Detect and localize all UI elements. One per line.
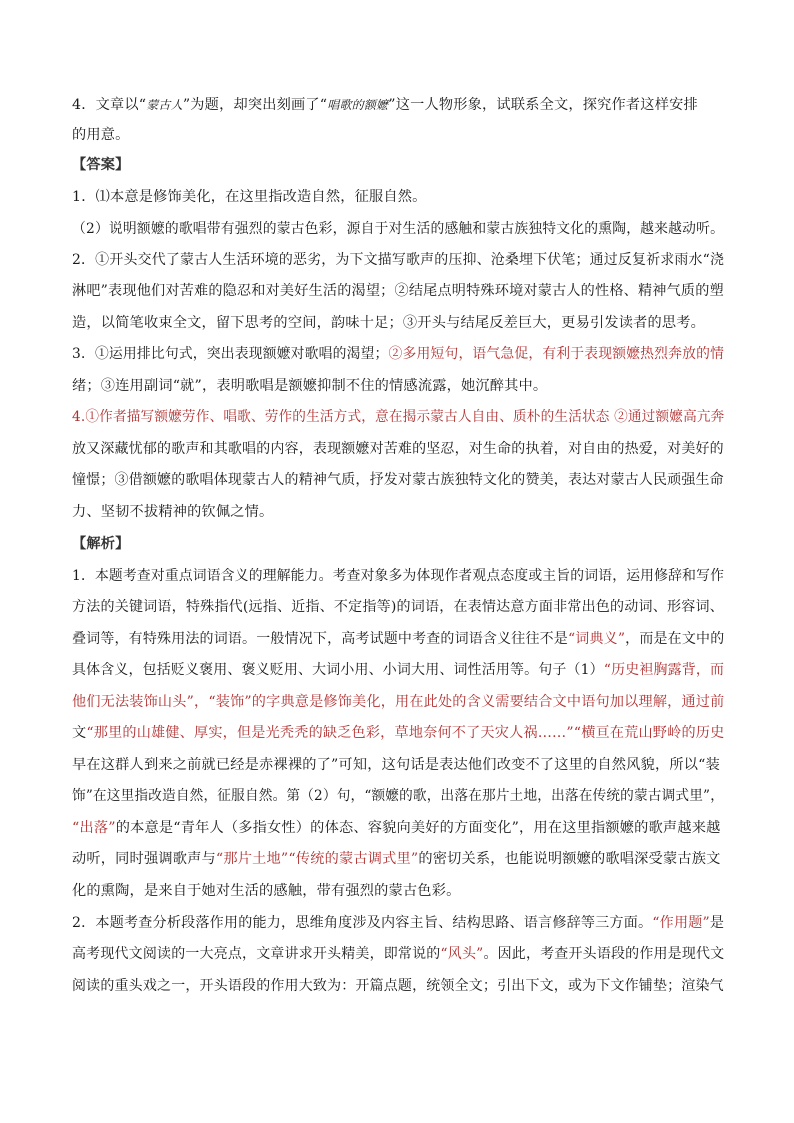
answer-4-line-3: 憧憬；③借额嬷的歌唱体现蒙古人的精神气质，抒发对蒙古族独特文化的赞美，表达对蒙古人民顽强生命 — [72, 472, 724, 488]
question-4-line-2: 的用意。 — [72, 127, 130, 143]
answer-1-line-1: 1．⑴本意是修饰美化，在这里指改造自然，征服自然。 — [72, 189, 427, 205]
question-4-line-1: 4．文章以“蒙古人”为题，却突出刻画了“唱歌的额嬷”这一人物形象，试联系全文，探究作者这样安排 — [72, 97, 698, 113]
analysis-1-line-1: 1．本题考查对重点词语含义的理解能力。考查对象多为体现作者观点态度或主旨的词语，运用修辞和写作 — [72, 568, 725, 584]
answer-4-line-1: 4.①作者描写额嬷劳作、唱歌、劳作的生活方式，意在揭示蒙古人自由、质朴的生活状态 ②通过额嬷高亢奔 — [72, 409, 725, 425]
analysis-1-line-7: 早在这群人到来之前就已经是赤裸裸的了”可知，这句话是表达他们改变不了这里的自然风貌，所以“装 — [72, 757, 720, 773]
analysis-2-line-3: 阅读的重头戏之一，开头语段的作用大致为：开篇点题，统领全文；引出下文，或为下文作铺垫；渲染气 — [72, 978, 724, 994]
answer-4-line-4: 力、坚韧不拔精神的钦佩之情。 — [72, 504, 274, 520]
answer-heading: 【答案】 — [72, 157, 130, 173]
analysis-heading: 【解析】 — [72, 536, 130, 552]
analysis-1-line-10: 动听，同时强调歌声与“那片土地”“传统的蒙古调式里”的密切关系，也能说明额嬷的歌唱深受蒙古族文 — [72, 851, 721, 867]
answer-1-line-2: （2）说明额嬷的歌唱带有强烈的蒙古色彩，源自于对生活的感触和蒙古族独特文化的熏陶，越来越动听。 — [72, 221, 725, 237]
analysis-1-line-4: 具体含义，包括贬义褒用、褒义贬用、大词小用、小词大用、词性活用等。句子（1）“历史袒胸露背，而 — [72, 662, 725, 678]
answer-2-line-2: 淋吧”表现他们对苦难的隐忍和对美好生活的渴望；②结尾点明特殊环境对蒙古人的性格、精神气质的塑 — [72, 283, 724, 299]
answer-2-line-3: 造，以简笔收束全文，留下思考的空间，韵味十足；③开头与结尾反差巨大，更易引发读者的思考。 — [72, 315, 706, 331]
analysis-1-line-8: 饰”在这里指改造自然，征服自然。第（2）句，“额嬷的歌，出落在那片土地，出落在传统的蒙古调式里”， — [72, 788, 725, 804]
analysis-1-line-11: 化的熏陶，是来自于她对生活的感触，带有强烈的蒙古色彩。 — [72, 883, 461, 899]
answer-4-line-2: 放又深藏忧郁的歌声和其歌唱的内容，表现额嬷对苦难的坚忍，对生命的执着，对自由的热爱，对美好的 — [72, 441, 724, 457]
analysis-1-line-5: 他们无法装饰山头”，“装饰”的字典意是修饰美化，用在此处的含义需要结合文中语句加以理解，通过前 — [72, 694, 725, 710]
analysis-1-line-2: 方法的关键词语，特殊指代(远指、近指、不定指等)的词语，在表情达意方面非常出色的动词、形容词、 — [72, 599, 724, 615]
answer-2-line-1: 2．①开头交代了蒙古人生活环境的恶劣，为下文描写歌声的压抑、沧桑埋下伏笔；通过反复祈求雨水“浇 — [72, 252, 725, 268]
answer-3-line-1: 3．①运用排比句式，突出表现额嬷对歌唱的渴望；②多用短句，语气急促，有利于表现额嬷热烈奔放的情 — [72, 346, 725, 362]
analysis-2-line-1: 2．本题考查分析段落作用的能力，思维角度涉及内容主旨、结构思路、语言修辞等三方面。“作用题”是 — [72, 915, 725, 931]
analysis-1-line-6: 文“那里的山雄健、厚实，但是光秃秃的缺乏色彩，草地奈何不了天灾人祸……”“横亘在荒山野岭的历史 — [72, 725, 725, 741]
analysis-2-line-2: 高考现代文阅读的一大亮点，文章讲求开头精美，即常说的“风头”。因此，考查开头语段的作用是现代文 — [72, 946, 725, 962]
analysis-1-line-9: “出落”的本意是“青年人（多指女性）的体态、容貌向美好的方面变化”，用在这里指额嬷的歌声越来越 — [72, 820, 721, 836]
analysis-1-line-3: 叠词等，有特殊用法的词语。一般情况下，高考试题中考查的词语含义往往不是“词典义”，而是在文中的 — [72, 631, 725, 647]
answer-3-line-2: 绪；③连用副词“就”，表明歌唱是额嬷抑制不住的情感流露，她沉醉其中。 — [72, 378, 548, 394]
